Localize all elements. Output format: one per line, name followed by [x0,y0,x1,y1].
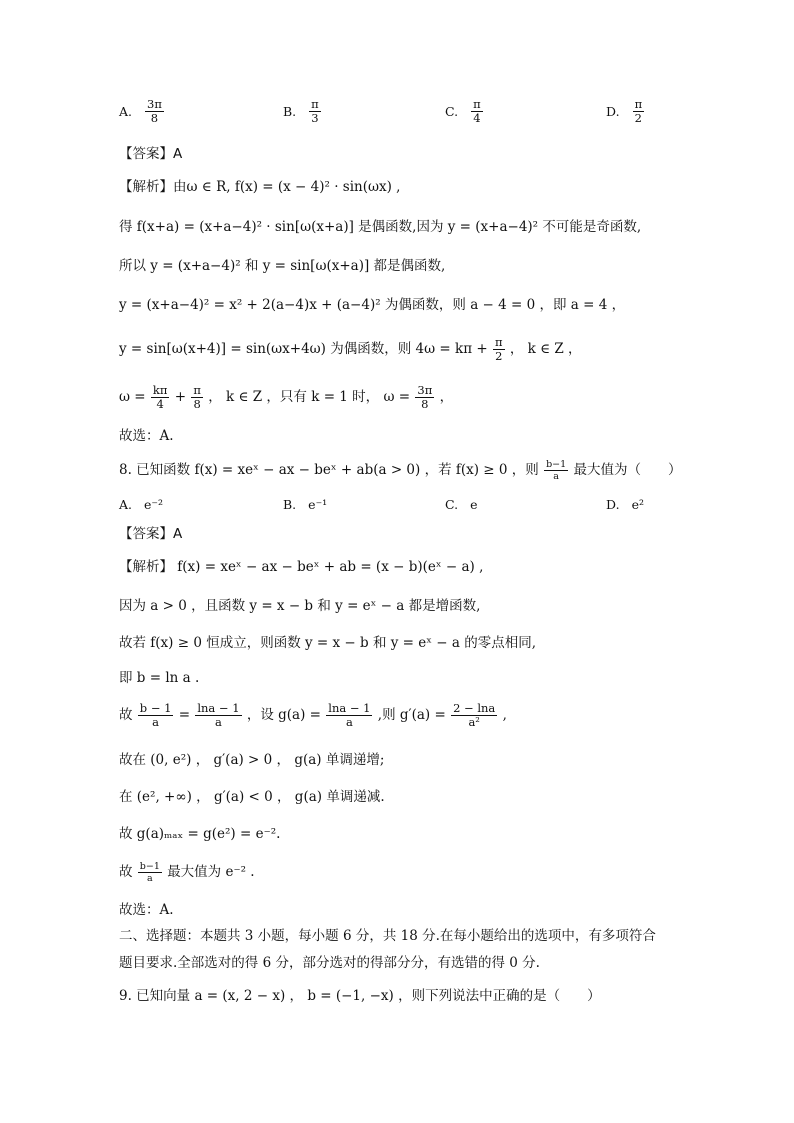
denominator: 2 [495,349,503,363]
fraction [138,702,174,729]
q7-option-c [445,98,484,125]
option-text: e [470,497,478,512]
option-letter: A. [119,497,133,512]
q8-analysis-line5 [119,702,507,729]
q8-choose: 故选：A. [119,902,174,918]
numerator: b − 1 [139,701,172,715]
fraction [326,702,372,729]
math-text: = [178,707,191,723]
math-text: ， k ∈ Z ， [509,341,582,357]
option-fraction [471,98,483,125]
fraction [151,384,170,411]
denominator: a [345,715,353,729]
option-letter: C. [445,104,459,119]
math-text: 故 [119,707,133,723]
option-fraction [633,98,645,125]
fraction [195,702,241,729]
q8-answer: 【答案】A [119,526,183,542]
q8-analysis-line1: 【解析】 f(x) = xeˣ − ax − beˣ + ab = (x − b)(eˣ − a) , [119,559,484,575]
denominator: 2 [634,111,642,125]
numerator: b−1 [139,861,160,872]
denominator: 8 [150,111,159,125]
q8-analysis-line6: 故在 (0, e²) ， g′(a) > 0 ， g(a) 单调递增; [119,752,385,768]
numerator: 3π [417,383,433,397]
q8-option-c [445,497,478,512]
q8-stem [119,459,681,482]
option-text: e² [631,497,644,512]
q8-analysis-line4: 即 b = ln a . [119,670,200,686]
fraction [191,384,203,411]
option-text: e⁻² [144,497,164,512]
option-letter: B. [283,104,297,119]
option-text: e⁻¹ [308,497,328,512]
option-fraction [145,98,164,125]
section2-line1: 二、选择题：本题共 3 小题，每小题 6 分，共 18 分.在每小题给出的选项中，有多项符合 [119,928,656,944]
option-fraction [309,98,321,125]
q7-analysis-line6 [119,384,453,411]
q8-analysis-line2: 因为 a > 0 ，且函数 y = x − b 和 y = eˣ − a 都是增函数, [119,598,481,614]
option-letter: D. [606,497,620,512]
q8-option-d [606,497,644,512]
q7-choose: 故选：A. [119,428,174,444]
q7-analysis-line5 [119,336,582,363]
math-text: 最大值为（ ） [573,462,682,478]
denominator: a [215,715,222,729]
q7-option-d [606,98,645,125]
option-letter: C. [445,497,459,512]
q7-analysis-line1: 【解析】由ω ∈ R, f(x) = (x − 4)² · sin(ωx) , [119,179,401,195]
fraction [415,384,434,411]
denominator: 8 [421,397,429,411]
math-text: ω = [119,389,146,405]
math-text: ， k ∈ Z ，只有 k = 1 时， ω = [208,389,411,405]
denominator: a² [468,715,480,729]
q8-option-a [119,497,163,512]
section2-line2: 题目要求.全部选对的得 6 分，部分选对的得部分分，有选错的得 0 分. [119,955,540,971]
denominator: 3 [311,111,319,125]
q7-analysis-line4: y = (x+a−4)² = x² + 2(a−4)x + (a−4)² 为偶函数，则 a − 4 = 0 ，即 a = 4 ， [119,297,626,313]
denominator: a [147,873,153,884]
q9-stem: 9. 已知向量 a = (x, 2 − x) ， b = (−1, −x) ，则下列说法中正确的是（ ） [119,988,601,1004]
q8-analysis-line8: 故 g(a)ₘₐₓ = g(e²) = e⁻². [119,826,281,842]
option-letter: B. [283,497,297,512]
option-letter: D. [606,104,620,119]
math-text: ， [439,389,454,405]
denominator: 4 [156,397,164,411]
q7-analysis-line3: 所以 y = (x+a−4)² 和 y = sin[ω(x+a)] 都是偶函数, [119,258,446,274]
numerator: π [494,335,503,349]
option-letter: A. [119,104,133,119]
q7-option-a [119,98,165,125]
math-text: + [174,389,187,405]
math-text: , [502,707,507,723]
denominator: 8 [193,397,201,411]
numerator: π [473,97,481,111]
math-text: y = sin[ω(x+4)] = sin(ωx+4ω) 为偶函数，则 4ω = kπ + [119,341,488,357]
numerator: π [634,97,643,111]
q7-analysis-line2: 得 f(x+a) = (x+a−4)² · sin[ω(x+a)] 是偶函数,因为 y = (x+a−4)² 不可能是奇函数, [119,219,642,235]
q8-analysis-line7: 在 (e², +∞) ， g′(a) < 0 ， g(a) 单调递减. [119,789,385,805]
denominator: a [553,471,559,482]
numerator: b−1 [546,459,567,470]
fraction [451,702,497,729]
q7-option-b [283,98,322,125]
q8-analysis-line9 [119,861,255,884]
numerator: lna − 1 [197,701,240,715]
math-text: ,则 g′(a) = [377,707,446,723]
q7-answer: 【答案】A [119,146,183,162]
q8-option-b [283,497,327,512]
numerator: lna − 1 [328,701,371,715]
denominator: 4 [473,111,481,125]
numerator: 3π [147,97,162,111]
fraction [138,861,162,884]
numerator: kπ [152,383,168,397]
fraction [493,336,505,363]
math-text: 最大值为 e⁻² . [167,864,255,880]
q8-analysis-line3: 故若 f(x) ≥ 0 恒成立，则函数 y = x − b 和 y = eˣ − a 的零点相同, [119,635,537,651]
fraction [544,459,568,482]
numerator: π [193,383,201,397]
math-text: 8. 已知函数 f(x) = xeˣ − ax − beˣ + ab(a > 0) ，若 f(x) ≥ 0 ，则 [119,462,539,478]
math-text: ，设 g(a) = [246,707,321,723]
numerator: π [311,97,319,111]
math-text: 故 [119,864,133,880]
numerator: 2 − lna [453,701,496,715]
denominator: a [152,715,160,729]
